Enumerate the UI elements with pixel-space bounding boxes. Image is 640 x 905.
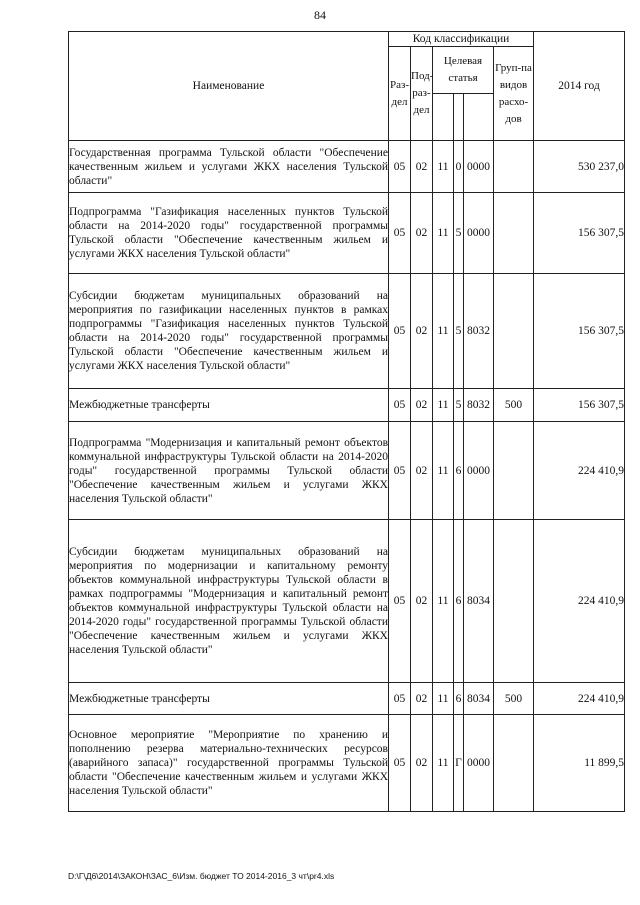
row-group: 500 <box>494 683 534 715</box>
row-target-1: 11 <box>433 683 454 715</box>
row-target-1: 11 <box>433 389 454 422</box>
header-code-group: Код классификации <box>389 32 534 47</box>
row-razdel: 05 <box>389 683 411 715</box>
row-group <box>494 274 534 389</box>
header-target-cell-1 <box>433 94 454 141</box>
row-group <box>494 193 534 274</box>
header-name: Наименование <box>69 32 389 141</box>
row-razdel: 05 <box>389 193 411 274</box>
header-podrazdel: Под-раз-дел <box>411 47 433 141</box>
row-podrazdel: 02 <box>411 274 433 389</box>
row-group <box>494 715 534 812</box>
table-row <box>69 274 625 389</box>
row-target-2: 5 <box>454 193 464 274</box>
row-group <box>494 422 534 520</box>
header-razdel: Раз-дел <box>389 47 411 141</box>
row-target-2: 6 <box>454 683 464 715</box>
row-razdel: 05 <box>389 715 411 812</box>
row-podrazdel: 02 <box>411 683 433 715</box>
row-target-3: 8034 <box>464 683 494 715</box>
table-row <box>69 141 625 193</box>
header-year: 2014 год <box>534 32 625 141</box>
row-group <box>494 141 534 193</box>
footer-file-path: D:\Г\Д6\2014\ЗАКОН\ЗАС_6\Изм. бюджет ТО 2014-2016_3 чт\pr4.xls <box>68 871 335 881</box>
row-name: Государственная программа Тульской области "Обеспечение качественным жильем и услугами ЖКХ населения Тульской области" <box>69 141 389 193</box>
header-target: Целевая статья <box>433 47 494 94</box>
row-group: 500 <box>494 389 534 422</box>
row-amount: 530 237,0 <box>534 141 625 193</box>
table-row <box>69 683 625 715</box>
table-row <box>69 715 625 812</box>
budget-table <box>68 31 625 812</box>
row-target-2: 5 <box>454 274 464 389</box>
row-podrazdel: 02 <box>411 141 433 193</box>
row-target-2: 6 <box>454 422 464 520</box>
row-target-2: 5 <box>454 389 464 422</box>
row-target-2: 6 <box>454 520 464 683</box>
row-target-2: Г <box>454 715 464 812</box>
header-target-cell-3 <box>464 94 494 141</box>
row-razdel: 05 <box>389 274 411 389</box>
row-target-2: 0 <box>454 141 464 193</box>
header-group: Груп-па видов расхо-дов <box>494 47 534 141</box>
row-razdel: 05 <box>389 422 411 520</box>
row-amount: 224 410,9 <box>534 422 625 520</box>
row-target-3: 0000 <box>464 193 494 274</box>
row-razdel: 05 <box>389 141 411 193</box>
row-name: Межбюджетные трансферты <box>69 683 389 715</box>
row-target-1: 11 <box>433 520 454 683</box>
row-amount: 156 307,5 <box>534 274 625 389</box>
row-target-3: 0000 <box>464 141 494 193</box>
page-number: 84 <box>314 8 326 22</box>
row-amount: 224 410,9 <box>534 520 625 683</box>
row-name: Подпрограмма "Модернизация и капитальный ремонт объектов коммунальной инфраструктуры Тульской области на 2014-2020 годы" государственной программы Тульской области "Обеспечение качественным жильем и услугами ЖКХ населения Тульской области" <box>69 422 389 520</box>
table-row <box>69 520 625 683</box>
row-target-1: 11 <box>433 715 454 812</box>
row-target-3: 8032 <box>464 274 494 389</box>
row-podrazdel: 02 <box>411 715 433 812</box>
row-podrazdel: 02 <box>411 520 433 683</box>
row-target-1: 11 <box>433 193 454 274</box>
row-podrazdel: 02 <box>411 422 433 520</box>
row-name: Основное мероприятие "Мероприятие по хранению и пополнению резерва материально-технических ресурсов (аварийного запаса)" государственной программы Тульской области "Обеспечение качественным жильем и услугами ЖКХ населения Тульской области" <box>69 715 389 812</box>
row-target-1: 11 <box>433 422 454 520</box>
row-podrazdel: 02 <box>411 389 433 422</box>
table-row <box>69 193 625 274</box>
row-name: Субсидии бюджетам муниципальных образований на мероприятия по газификации населенных пунктов в рамках подпрограммы "Газификация населенных пунктов Тульской области на 2014-2020 годы" государственной программы Тульской области "Обеспечение качественным жильем и услугами ЖКХ населения Тульской области" <box>69 274 389 389</box>
row-razdel: 05 <box>389 520 411 683</box>
table-row <box>69 422 625 520</box>
row-name: Субсидии бюджетам муниципальных образований на мероприятия по модернизации и капитальному ремонту объектов коммунальной инфраструктуры Тульской области в рамках подпрограммы "Модернизация и капитальный ремонт объектов коммунальной инфраструктуры Тульской области на 2014-2020 годы" государственной программы Тульской области "Обеспечение качественным жильем и услугами ЖКХ населения Тульской области" <box>69 520 389 683</box>
row-group <box>494 520 534 683</box>
row-target-3: 0000 <box>464 422 494 520</box>
row-amount: 11 899,5 <box>534 715 625 812</box>
row-amount: 156 307,5 <box>534 389 625 422</box>
table-row <box>69 389 625 422</box>
row-name: Подпрограмма "Газификация населенных пунктов Тульской области на 2014-2020 годы" государственной программы Тульской области "Обеспечение качественным жильем и услугами ЖКХ населения Тульской области" <box>69 193 389 274</box>
header-target-cell-2 <box>454 94 464 141</box>
row-amount: 156 307,5 <box>534 193 625 274</box>
row-target-3: 0000 <box>464 715 494 812</box>
row-target-1: 11 <box>433 141 454 193</box>
row-target-1: 11 <box>433 274 454 389</box>
row-razdel: 05 <box>389 389 411 422</box>
row-target-3: 8032 <box>464 389 494 422</box>
row-podrazdel: 02 <box>411 193 433 274</box>
row-name: Межбюджетные трансферты <box>69 389 389 422</box>
row-target-3: 8034 <box>464 520 494 683</box>
row-amount: 224 410,9 <box>534 683 625 715</box>
